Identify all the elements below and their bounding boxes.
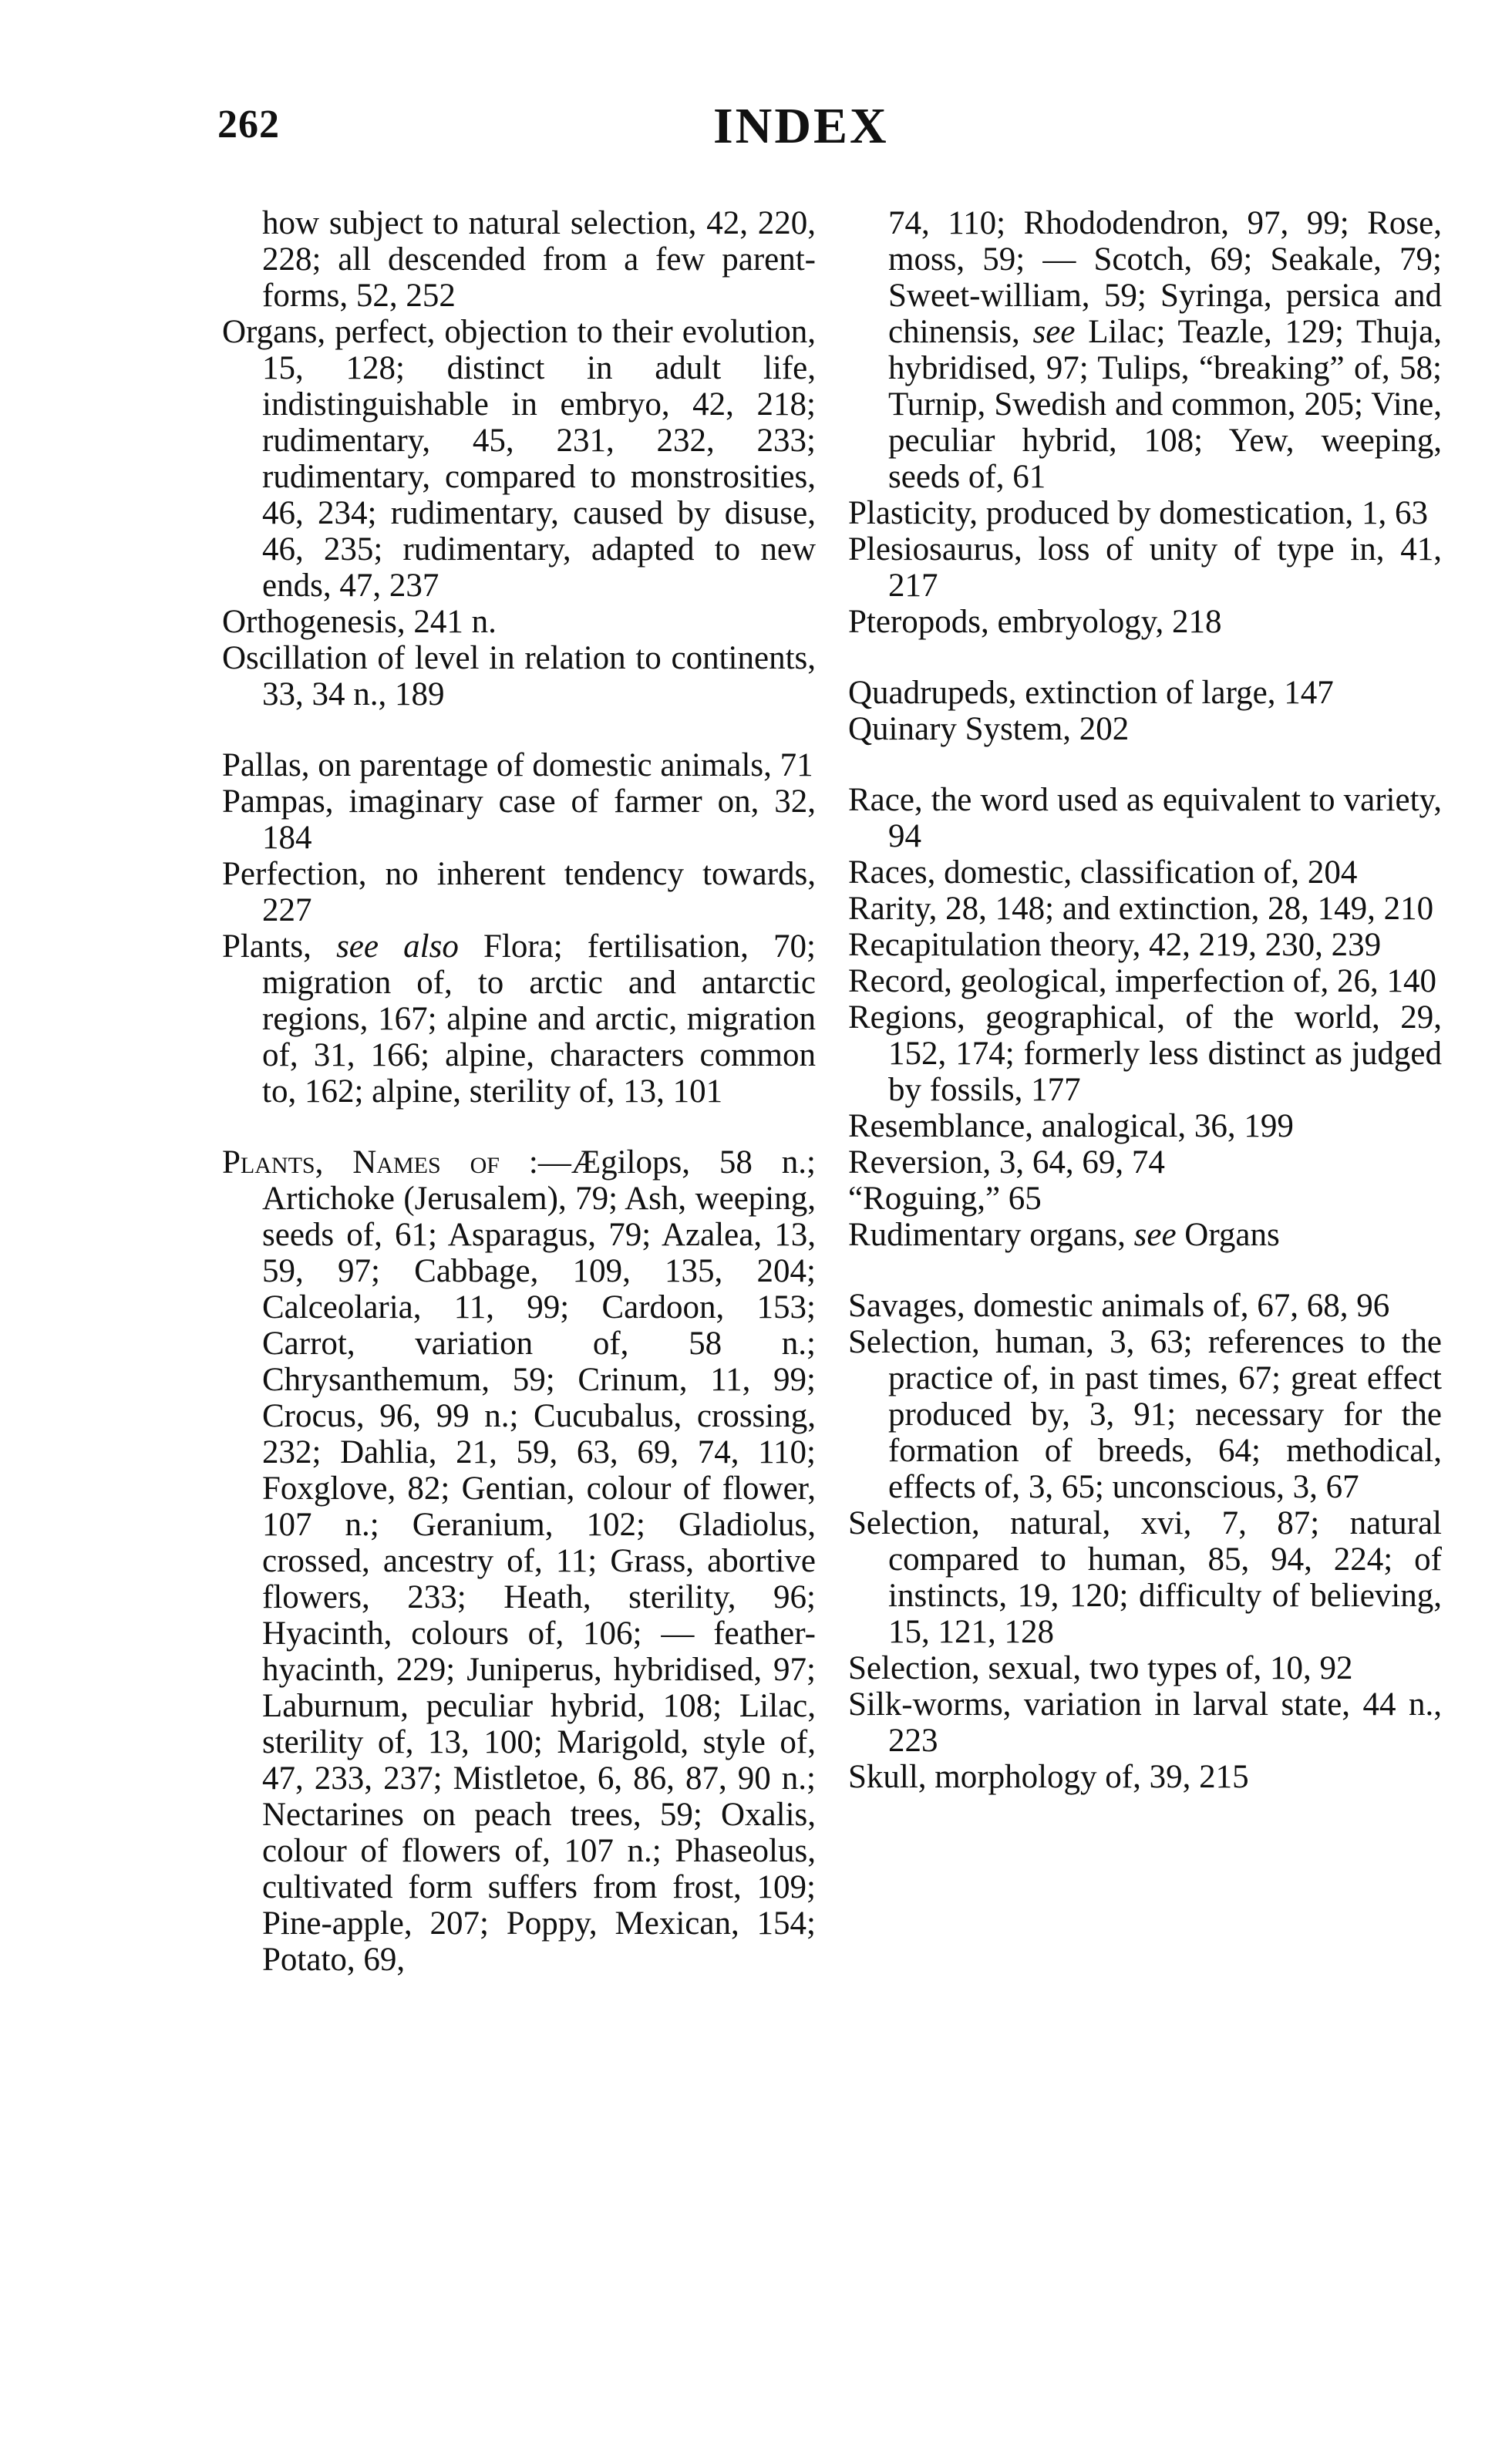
letter-group-gap [848,640,1442,675]
entry-text: :—Ægilops, 58 n.; Artichoke (Jerusalem), 79; Ash, weeping, seeds of, 61; Asparagus, 79; Azalea, 13, 59, 97; Cabbage, 109, 135, 204; Calceolaria, 11, 99; Cardoon, 153; Carrot, variation of, 58 n.; Chrysanthemum, 59; Crinum, 11, 99; Crocus, 96, 99 n.; Cucubalus, crossing, 232; Dahlia, 21, 59, 63, 69, 74, 110; Foxglove, 82; Gentian, colour of flower, 107 n.; Geranium, 102; Gladiolus, crossed, ancestry of, 11; Grass, abortive flowers, 233; Heath, sterility, 96; Hyacinth, colours of, 106; — feather-hyacinth, 229; Juniperus, hybridised, 97; Laburnum, peculiar hybrid, 108; Lilac, sterility of, 13, 100; Marigold, style of, 47, 233, 237; Mistletoe, 6, 86, 87, 90 n.; Nectarines on peach trees, 59; Oxalis, colour of flowers of, 107 n.; Phaseolus, cultivated form suffers from frost, 109; Pine-apple, 207; Poppy, Mexican, 154; Potato, 69, [262,1144,817,1978]
index-entry-recapitulation: Recapitulation theory, 42, 219, 230, 239 [848,927,1382,963]
index-entry-continuation: how subject to natural selection, 42, 220, 228; all descended from a few parent-forms, 52, 252 [262,205,816,314]
index-entry-rudimentary [848,1217,1442,1253]
index-entry-continuation [848,205,1442,495]
index-entry-resemblance: Resemblance, analogical, 36, 199 [848,1108,1294,1144]
index-entry-pampas: Pampas, imaginary case of farmer on, 32, 184 [222,783,816,856]
index-entry-skull: Skull, morphology of, 39, 215 [848,1759,1249,1795]
index-entry-selection-sexual: Selection, sexual, two types of, 10, 92 [848,1650,1353,1686]
entry-text: Organs [1176,1217,1280,1253]
index-entry-pteropods: Pteropods, embryology, 218 [848,604,1222,640]
cross-reference: see [1032,314,1076,350]
page-title: INDEX [713,98,889,154]
cross-reference: see [1133,1217,1177,1253]
index-column-right [848,205,1442,1795]
index-entry-oscillation: Oscillation of level in relation to continents, 33, 34 n., 189 [222,640,816,712]
index-entry-perfection: Perfection, no inherent tendency towards, 227 [222,856,816,928]
index-entry-roguing: “Roguing,” 65 [848,1181,1042,1217]
entry-text: Plants, [222,928,337,965]
index-entry-reversion: Reversion, 3, 64, 69, 74 [848,1144,1165,1181]
index-entry-plasticity: Plasticity, produced by domestication, 1, 63 [848,495,1428,531]
index-column-left [222,205,816,1978]
section-gap [222,1110,816,1144]
index-entry-quinary: Quinary System, 202 [848,711,1130,747]
cross-reference: see also [336,928,459,965]
index-entry-rarity: Rarity, 28, 148; and extinction, 28, 149, 210 [848,891,1434,927]
index-entry-plesiosaurus: Plesiosaurus, loss of unity of type in, 41, 217 [848,531,1442,604]
index-entry-savages: Savages, domestic animals of, 67, 68, 96 [848,1288,1390,1324]
entry-text: Lilac; Teazle, 129; Thuja, hybridised, 97; Tulips, “breaking” of, 58; Turnip, Swedish and common, 205; Vine, peculiar hybrid, 108; Yew, weeping, seeds of, 61 [888,314,1442,495]
index-entry-race: Race, the word used as equivalent to variety, 94 [848,782,1442,854]
subsection-heading: Plants, Names of [222,1144,500,1181]
index-entry-record: Record, geological, imperfection of, 26, 140 [848,963,1437,999]
index-entry-plants-names [222,1144,816,1978]
index-entry-selection-natural: Selection, natural, xvi, 7, 87; natural compared to human, 85, 94, 224; of instincts, 19, 120; difficulty of believing, 15, 121, 128 [848,1505,1442,1650]
index-entry-regions: Regions, geographical, of the world, 29, 152, 174; formerly less distinct as judged by fossils, 177 [848,999,1442,1108]
index-entry-races: Races, domestic, classification of, 204 [848,854,1358,891]
entry-text: 74, 110; Rhododendron, 97, 99; Rose, moss, 59; — Scotch, 69; Seakale, 79; Sweet-william, 59; Syringa, persica and chinensis, [888,205,1442,350]
index-entry-silk-worms: Silk-worms, variation in larval state, 44 n., 223 [848,1686,1442,1759]
index-entry-orthogenesis: Orthogenesis, 241 n. [222,604,497,640]
entry-text: Rudimentary organs, [848,1217,1134,1253]
index-entry-selection-human: Selection, human, 3, 63; references to the practice of, in past times, 67; great effect produced by, 3, 91; necessary for the formation of breeds, 64; methodical, effects of, 3, 65; unconscious, 3, 67 [848,1324,1442,1505]
page-number: 262 [217,103,280,147]
index-entry-quadrupeds: Quadrupeds, extinction of large, 147 [848,675,1334,711]
letter-group-gap [222,712,816,747]
index-entry-pallas: Pallas, on parentage of domestic animals, 71 [222,747,813,783]
index-entry-plants [222,928,816,1110]
letter-group-gap [848,1253,1442,1288]
letter-group-gap [848,747,1442,782]
entry-text: Flora; fertilisation, 70; migration of, to arctic and antarctic regions, 167; alpine and arctic, migration of, 31, 166; alpine, characters common to, 162; alpine, sterility of, 13, 101 [262,928,816,1110]
index-entry-organs: Organs, perfect, objection to their evolution, 15, 128; distinct in adult life, indistinguishable in embryo, 42, 218; rudimentary, 45, 231, 232, 233; rudimentary, compared to monstrosities, 46, 234; rudimentary, caused by disuse, 46, 235; rudimentary, adapted to new ends, 47, 237 [222,314,816,604]
